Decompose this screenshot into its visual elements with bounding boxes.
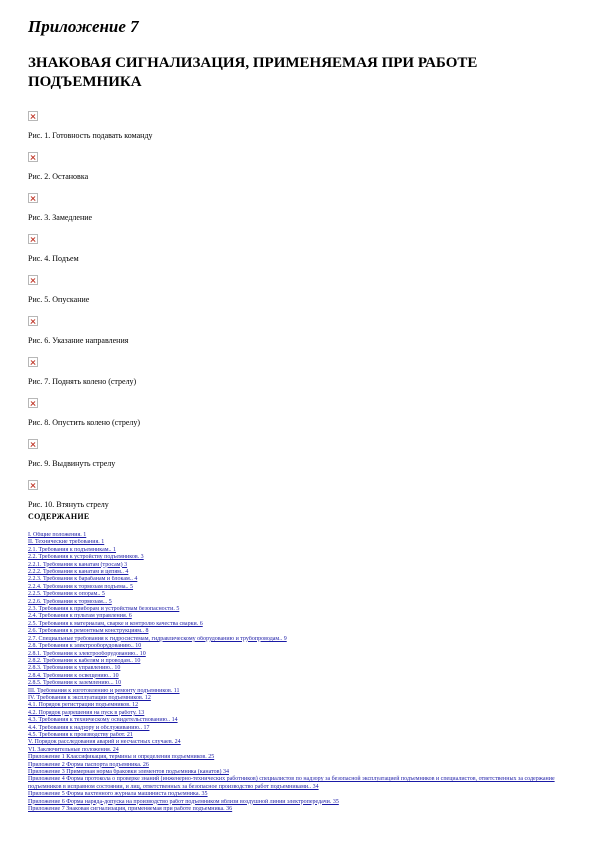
broken-image-icon xyxy=(28,152,38,162)
toc-link[interactable]: 2.2.1. Требования к канатам (тросам) 3 xyxy=(28,561,128,568)
broken-image-icon xyxy=(28,439,38,449)
document-page xyxy=(28,16,568,521)
toc-link[interactable]: 4.3. Требования к техническому освидетельствованию.. 14 xyxy=(28,717,178,724)
figure-item xyxy=(28,398,568,439)
figure-item xyxy=(28,480,568,521)
toc-link[interactable]: Приложение 7 Знаковая сигнализация, применяемая при работе подъемника. 36 xyxy=(28,806,233,813)
figure-item xyxy=(28,111,568,152)
figure-item xyxy=(28,439,568,480)
broken-image-icon xyxy=(28,111,38,121)
toc-link[interactable]: 2.8.3. Требования к управлению.. 10 xyxy=(28,665,121,672)
table-of-contents xyxy=(28,532,568,813)
toc-link[interactable]: II. Технические требования. 1 xyxy=(28,539,105,546)
figure-item xyxy=(28,275,568,316)
toc-link[interactable]: 2.1. Требования к подъемникам.. 1 xyxy=(28,546,117,553)
toc-link[interactable]: 2.8.5. Требования к заземлению... 10 xyxy=(28,680,122,687)
figure-caption: Рис. 2. Остановка xyxy=(28,172,89,181)
toc-link[interactable]: 2.8.4. Требования к освещению.. 10 xyxy=(28,672,119,679)
toc-link[interactable]: 2.2.2. Требования к канатам и цепям.. 4 xyxy=(28,569,129,576)
figure-item xyxy=(28,152,568,193)
figure-item xyxy=(28,234,568,275)
figure-caption: Рис. 3. Замедление xyxy=(28,213,93,222)
broken-image-icon xyxy=(28,275,38,285)
toc-link[interactable]: Приложение 2 Форма паспорта подъемника. 26 xyxy=(28,761,149,768)
broken-image-icon xyxy=(28,357,38,367)
figure-item xyxy=(28,193,568,234)
page-title: ЗНАКОВАЯ СИГНАЛИЗАЦИЯ, ПРИМЕНЯЕМАЯ ПРИ РАБОТЕ ПОДЪЕМНИКА xyxy=(28,55,478,90)
toc-link[interactable]: 2.2.5. Требования к опорам.. 5 xyxy=(28,591,105,598)
toc-link[interactable]: IV. Требования к эксплуатации подъемников. 12 xyxy=(28,694,151,701)
figure-caption: Рис. 4. Подъем xyxy=(28,254,79,263)
toc-link[interactable]: 4.1. Порядок регистрации подъемников. 12 xyxy=(28,702,139,709)
toc-heading: СОДЕРЖАНИЕ xyxy=(28,512,90,521)
toc-link[interactable]: 2.8. Требования к электрооборудованию.. 10 xyxy=(28,643,142,650)
broken-image-icon xyxy=(28,316,38,326)
figure-list xyxy=(28,111,568,521)
toc-link[interactable]: 2.2.3. Требования к барабанам и блокам.. 4 xyxy=(28,576,138,583)
figure-caption: Рис. 1. Готовность подавать команду xyxy=(28,131,153,140)
figure-caption: Рис. 8. Опустить колено (стрелу) xyxy=(28,418,141,427)
toc-link[interactable]: V. Порядок расследования аварий и несчастных случаев. 24 xyxy=(28,739,181,746)
toc-link[interactable]: 2.2.4. Требования к тормозам подъема.. 5 xyxy=(28,583,134,590)
toc-link[interactable]: Приложение 4 Форма протокола о проверке знаний (инженерно-технических работников) специалистов по надзору за безопасной эксплуатацией подъемников и специалистов, ответственных за содержание подъемников в исправном состоянии, и лиц, ответственных за безопасное производство работ подъемниками.. 34 xyxy=(28,776,555,790)
toc-link[interactable]: 2.2. Требования к устройству подъемников. 3 xyxy=(28,554,144,561)
toc-link[interactable]: 2.5. Требования к материалам, сварке и контролю качества сварки. 6 xyxy=(28,620,203,627)
toc-link[interactable]: Приложение 3 Примерная норма браковки элементов подъемника (канатов) 34 xyxy=(28,769,229,775)
figure-caption: Рис. 9. Выдвинуть стрелу xyxy=(28,459,116,468)
toc-link[interactable]: 4.4. Требования к надзору и обслуживанию.. 17 xyxy=(28,724,150,731)
toc-link[interactable]: 4.5. Требования к производству работ. 21 xyxy=(28,731,133,738)
appendix-label: Приложение 7 xyxy=(28,17,139,36)
toc-link[interactable]: 2.3. Требования к приборам и устройствам безопасности. 5 xyxy=(28,606,180,613)
toc-link[interactable]: 2.4. Требования к пультам управления. 6 xyxy=(28,613,132,620)
toc-link[interactable]: Приложение 5 Форма вахтенного журнала машиниста подъемника. 35 xyxy=(28,791,208,798)
toc-link[interactable]: I. Общие положения. 1 xyxy=(28,532,87,538)
toc-link[interactable]: 2.8.1. Требования к электрооборудованию.. 10 xyxy=(28,650,146,657)
figure-caption: Рис. 6. Указание направления xyxy=(28,336,129,345)
toc-link[interactable]: 4.2. Порядок разрешения на пуск в работу. 13 xyxy=(28,709,145,716)
toc-link[interactable]: 2.7. Специальные требования к гидросистемам, гидравлическому оборудованию и трубопроводам.. 9 xyxy=(28,635,287,642)
figure-item xyxy=(28,357,568,398)
toc-link[interactable]: 2.2.6. Требования к тормозам... 5 xyxy=(28,598,112,605)
figure-caption: Рис. 10. Втянуть стрелу xyxy=(28,500,109,509)
figure-caption: Рис. 5. Опускание xyxy=(28,295,90,304)
broken-image-icon xyxy=(28,480,38,490)
figure-caption: Рис. 7. Поднять колено (стрелу) xyxy=(28,377,137,386)
toc-link[interactable]: III. Требования к изготовлению и ремонту подъемников. 11 xyxy=(28,687,180,694)
figure-item xyxy=(28,316,568,357)
toc-link[interactable]: VI. Заключительные положения. 24 xyxy=(28,746,119,753)
broken-image-icon xyxy=(28,234,38,244)
toc-link[interactable]: Приложение 6 Форма наряда-допуска на производство работ подъемником вблизи воздушной линии электропередачи. 35 xyxy=(28,798,339,805)
broken-image-icon xyxy=(28,193,38,203)
broken-image-icon xyxy=(28,398,38,408)
toc-link[interactable]: 2.8.2. Требования к кабелям и проводам.. 10 xyxy=(28,657,141,664)
toc-link[interactable]: Приложение 1 Классификация, термины и определения подъемников. 25 xyxy=(28,754,215,761)
toc-link[interactable]: 2.6. Требования к ремонтным конструкциям.. 8 xyxy=(28,628,149,635)
